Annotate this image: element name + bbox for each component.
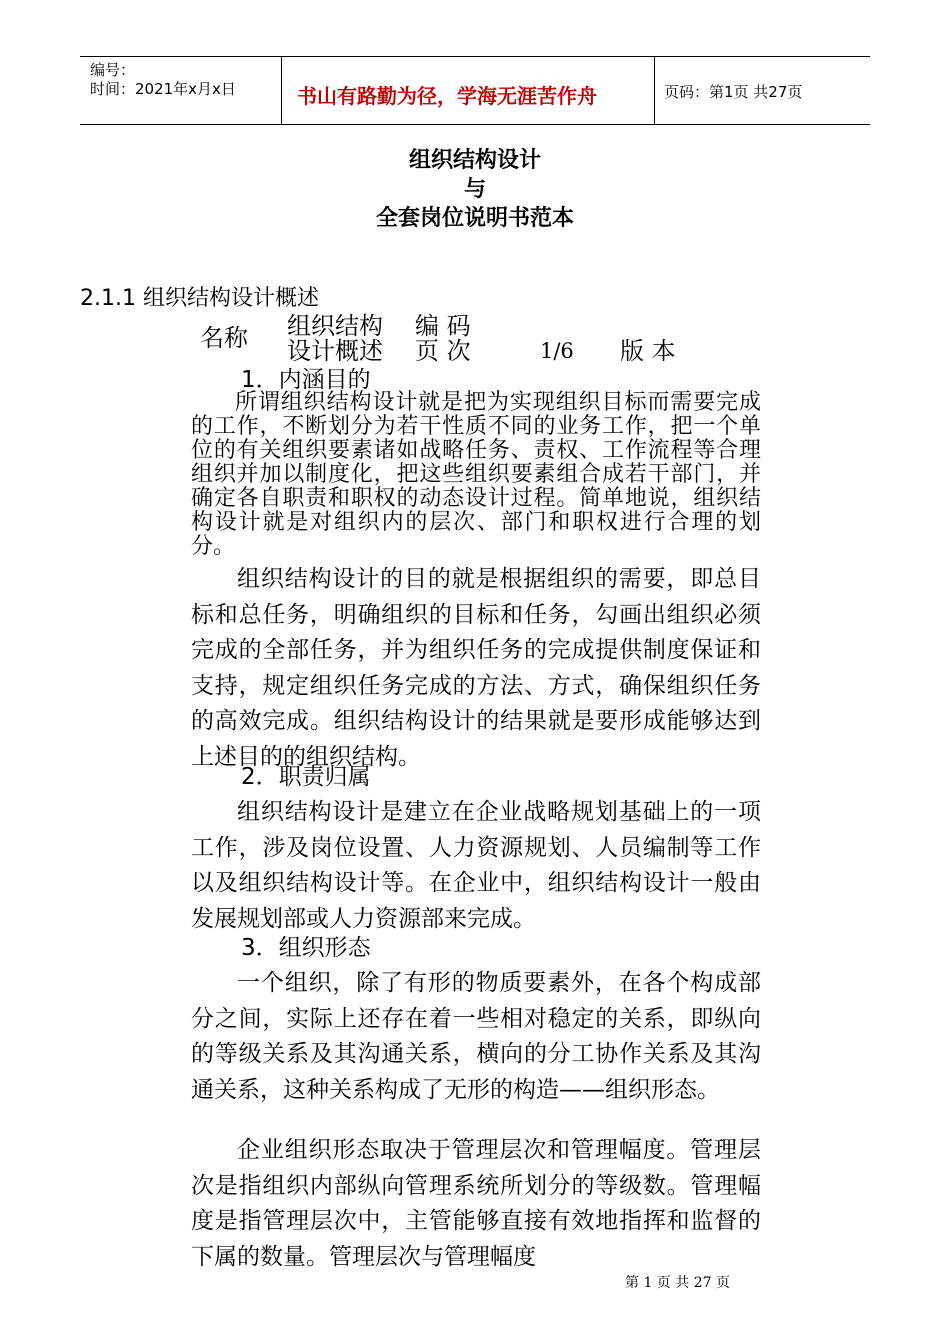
paragraph-3-2 xyxy=(191,1133,761,1275)
doc-title-line2: 与 xyxy=(463,176,486,202)
paragraph-text: 企业组织形态取决于管理层次和管理幅度。管理层次是指组织内部纵向管理系统所划分的等级数。管理幅度是指管理层次中，主管能够直接有效地指挥和监督的下属的数量。管理层次与管理幅度 xyxy=(191,1137,761,1270)
subsection-heading-1: 1．内涵目的 xyxy=(241,367,371,393)
paragraph-2-1 xyxy=(191,795,761,937)
section-heading: 2.1.1 组织结构设计概述 xyxy=(80,286,319,311)
doc-title-line3: 全套岗位说明书范本 xyxy=(375,205,574,231)
paragraph-1-2 xyxy=(191,562,761,775)
paragraph-text: 一个组织，除了有形的物质要素外，在各个构成部分之间，实际上还存在着一些相对稳定的关系，即纵向的等级关系及其沟通关系，横向的分工协作关系及其沟通关系，这种关系构成了无形的构造——组织形态。 xyxy=(191,970,761,1103)
header-divider-right xyxy=(654,57,655,125)
serial-label: 编号： xyxy=(90,61,136,79)
subsection-heading-2: 2．职责归属 xyxy=(241,764,371,790)
header-bottom-border xyxy=(80,124,870,125)
header-motto: 书山有路勤为径，学海无涯苦作舟 xyxy=(297,84,597,108)
paragraph-text: 所谓组织结构设计就是把为实现组织目标而需要完成的工作，不断划分为若干性质不同的业务工作，把一个单位的有关组织要素诸如战略任务、责权、工作流程等合理组织并加以制度化，把这些组织要素组合成若干部门，并确定各自职责和职权的动态设计过程。简单地说，组织结构设计就是对组织内的层次、部门和职权进行合理的划分。 xyxy=(191,390,761,559)
page-info: 页码：第1页 共27页 xyxy=(664,83,803,101)
date-label: 时间：2021年x月x日 xyxy=(90,80,236,98)
subsection-heading-3: 3．组织形态 xyxy=(241,935,371,961)
paragraph-1-1 xyxy=(191,391,761,559)
meta-name-value-1: 组织结构 xyxy=(287,312,383,340)
meta-name-label: 名称 xyxy=(200,324,248,352)
meta-page-value: 1/6 xyxy=(540,339,574,363)
meta-page-label: 页 次 xyxy=(415,337,471,365)
page-footer: 第 1 页 共 27 页 xyxy=(625,1275,730,1291)
doc-title-line1: 组织结构设计 xyxy=(408,147,541,173)
paragraph-3-1 xyxy=(191,966,761,1108)
meta-code-label: 编 码 xyxy=(415,312,471,340)
paragraph-text: 组织结构设计的目的就是根据组织的需要，即总目标和总任务，明确组织的目标和任务，勾画出组织必须完成的全部任务，并为组织任务的完成提供制度保证和支持，规定组织任务完成的方法、方式，确保组织任务的高效完成。组织结构设计的结果就是要形成能够达到上述目的的组织结构。 xyxy=(191,566,761,770)
meta-version-label: 版 本 xyxy=(620,337,676,365)
meta-name-value-2: 设计概述 xyxy=(287,337,383,365)
header-divider-left xyxy=(281,57,282,125)
header-top-border xyxy=(80,56,870,57)
paragraph-text: 组织结构设计是建立在企业战略规划基础上的一项工作，涉及岗位设置、人力资源规划、人员编制等工作以及组织结构设计等。在企业中，组织结构设计一般由发展规划部或人力资源部来完成。 xyxy=(191,799,761,932)
